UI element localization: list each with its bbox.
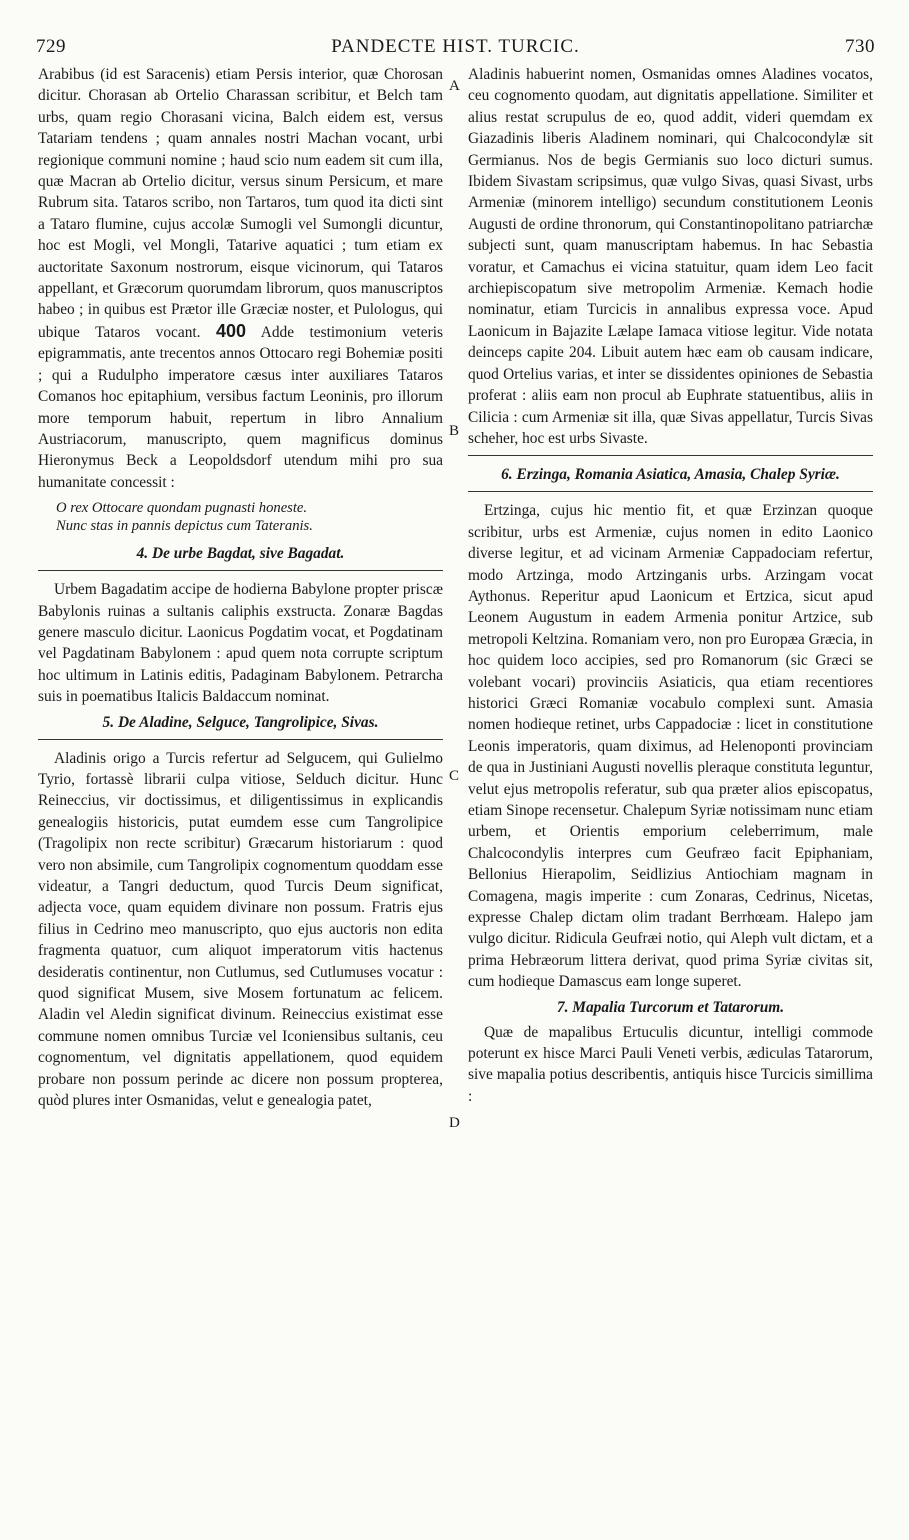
page-number-right: 730	[845, 36, 875, 57]
paragraph: Quæ de mapalibus Ertuculis dicuntur, intelligi commode poterunt ex hisce Marci Pauli Veneti verbis, ædiculas Tatarorum, sive mapalia potius describentis, antiquis hisce Turcicis simillima :	[468, 1023, 873, 1105]
left-column	[38, 64, 443, 1111]
verse-line: Nunc stas in pannis depictus cum Tateranis.	[56, 518, 313, 535]
column-number: 400	[216, 320, 247, 341]
section-heading-6: 6. Erzinga, Romania Asiatica, Amasia, Chalep Syriæ.	[501, 466, 840, 484]
section-heading-7: 7. Mapalia Turcorum et Tatarorum.	[556, 998, 785, 1016]
verse-line: O rex Ottocare quondam pugnasti honeste.	[56, 500, 308, 517]
paragraph: Aladinis origo a Turcis refertur ad Selgucem, qui Gulielmo Tyrio, fortassè librarii culpa vitiose, Selduch dicitur. Hunc Reineccius, vir doctissimus, et diligentissimus in explicandis genealogiis historicis, putat eumdem esse cum Tangrolipice (Tragolipix non recte scribitur) Græcarum historiarum : quod vero non absimile, cum Tangrolipix cognomentum quoddam esse videatur, a Tangri deductum, quod Turcis Deum significat, adjecta voce, quam equidem divinare non possum. Fratris ejus filius in Cedrino meo manuscripto, quo ejus auctoris non edita fragmenta quatuor, cum aliquot imperatorum vitis hactenus desideratis continentur, non Cutlumus, sed Cutlumuses vocatur : quod significat Musem, sive Mosem fortunatum ac felicem. Aladin vel Aledin significat divinum. Reineccius existimat esse commune nomen omnibus Turciæ vel Iconiensibus sultanis, ceu cognomentum, vel dignitatis appellationem, quod equidem probare non possum perinde ac dicere non possum propterea, quòd plures inter Osmanidas, velut e genealogia patet,	[38, 749, 443, 1110]
margin-letter-a: A	[449, 78, 460, 94]
section-heading-5: 5. De Aladine, Selguce, Tangrolipice, Sivas.	[102, 713, 379, 731]
margin-letter-d: D	[449, 1115, 460, 1131]
margin-letter-c: C	[449, 768, 460, 784]
epitaph-verse	[56, 499, 443, 535]
divider	[468, 491, 873, 492]
page-number-left: 729	[36, 36, 66, 57]
paragraph: Arabibus (id est Saracenis) etiam Persis interior, quæ Chorosan dicitur. Chorasan ab Ortelio Charassan scribitur, et Belch tam urbs, quam regio Chorasani vicina, Balch eidem est, versus Tatariam tendens ; quam annales nostri Machan vocant, urbi regionique communi nomine ; haud scio num eadem sit cum illa, quæ Macran ab Ortelio dicitur, versus sinum Persicum, et mare Rubrum sita. Tataros scribo, non Tartaros, tum quod ita dicti sint a Tataro flumine, cujus accolæ Sumogli vel Sumongli dicuntur, hoc est Mogli, vel Mongli, Tatarive aquatici ; tum etiam ex auctoritate Saxonum nostrorum, eisque vicinorum, qui Tataros appellant, et Græcorum quorumdam librorum, quos manuscriptos habeo ; in quibus est Prætor ille Græciæ noster, et Pulologus, qui ubique Tataros vocant. 400 Adde testimonium veteris epigrammatis, ante trecentos annos Ottocaro regi Bohemiæ positi ; qui a Rudulpho imperatore cæsus inter auxiliares Tataros Comanos hoc epitaphium, versibus factum Leoninis, pro illorum more temporum habuit, repertum in libro Annalium Austriacorum, manuscripto, quem magnificus dominus Hieronymus Beck a Leopoldsdorf utendum mihi pro sua humanitate concessit :	[38, 66, 443, 491]
divider	[38, 570, 443, 571]
margin-letter-b: B	[449, 423, 460, 439]
running-title: PANDECTE HIST. TURCIC.	[331, 36, 580, 57]
paragraph: Urbem Bagadatim accipe de hodierna Babylone propter priscæ Babylonis ruinas a sultanis caliphis exstructa. Zonaræ Bagdas genere masculo dicitur. Laonicus Pogdatim vocat, et Pogdatinam vel Pagdatinam Babylonem : apud quem nota corrupte scriptum hoc ultimum in Latinis editis, Padaginam Babylonem. Petrarcha suis in poematibus Italicis Baldaccum nominat.	[38, 581, 443, 706]
paragraph: Ertzinga, cujus hic mentio fit, et quæ Erzinzan quoque scribitur, urbs est Armeniæ, cujus nomen in edito Laonico diverse legitur, et ad vicinam Armeniæ Cappadociam refertur, modo Artzinga, modo Artzinganis urbs. Arzingam vocat Aythonus. Reperitur apud Laonicum et Ertzica, sicut apud Leonem Augustum in eadem Armenia ponitur Artzice, sub metropoli Keltzina. Romaniam vero, non pro Europæa Græcia, in hoc quidem loco accipies, sed pro Romanorum (sic Græci se volebant vocari) provinciis Asiaticis, qua etiam recentiores historici Græci Romaniæ vocabulo complexi sunt. Amasia nomen hodieque retinet, urbs Cappadociæ : licet in constitutione Leonis imperatoris, quam diximus, ad Helenoponti provinciam de qua in Justiniani Augusti novellis pleraque constituta leguntur, velut ejus metropolis referatur, sub qua præter alios episcopatus, etiam Sinope recensetur. Chalepum Syriæ notissimam nunc etiam urbem, et Orientis emporium celeberrimum, male Chalcocondylis interpres cum Geufræo facit Epiphaniam, Bellonius Hierapolim, Seidlizius Antiochiam magnam in Comagena, magis imperite : cum Zonaras, Cedrinus, Nicetas, expresse Chalep dictam olim tradant Berrhœam. Halepo jam vulgo dicitur. Ridicula Geufræi notio, qui Aleph vult dictam, et a prima Hebræorum littera derivat, quod prima Syriæ civitas sit, cum hodieque Damascus eam longe superet.	[468, 502, 873, 991]
section-heading-4: 4. De urbe Bagdat, sive Bagadat.	[136, 545, 345, 563]
running-header	[36, 36, 875, 62]
divider	[468, 455, 873, 456]
paragraph: Aladinis habuerint nomen, Osmanidas omnes Aladines vocatos, ceu cognomento quodam, aut dignitatis appellatione. Similiter et alius restat scrupulus de eo, quod addit, videri quemdam ex Giazadinis liberis Aladinem nominari, qui Chalcocondylæ sit Germianus. Nos de begis Germianis suo loco dicturi sumus. Ibidem Sivastam scripsimus, quæ vulgo Sivas, quasi Sivast, urbs Armeniæ (minorem intelligo) secundum constitutionem Leonis Augusti de ordine thronorum, qui Constantinopolitano patriarchæ subjecti sunt, quam manuscriptam habemus. In hac Sebastia voratur, et Camachus ei vicina statuitur, quam idem Leo facit archiepiscopatum sive metropolim Armeniæ. Kemach hodie nominatur, etiam Turcicis in annalibus expressa voce. Apud Laonicum in Bajazite Lælape Iamaca vitiose legitur. Vide notata deinceps capite 204. Libuit autem hæc eam ob causam indicare, quod Ortelius varias, et inter se dissidentes opiniones de Sebastia proferat : aliis eam non procul ab Euphrate statuentibus, aliis in Cilicia : cum Armeniæ sit illa, quæ Sivas appellatur, Turcis Sivas scheher, hoc est urbs Sivaste.	[468, 66, 873, 447]
divider	[38, 739, 443, 740]
right-column	[468, 64, 873, 1107]
